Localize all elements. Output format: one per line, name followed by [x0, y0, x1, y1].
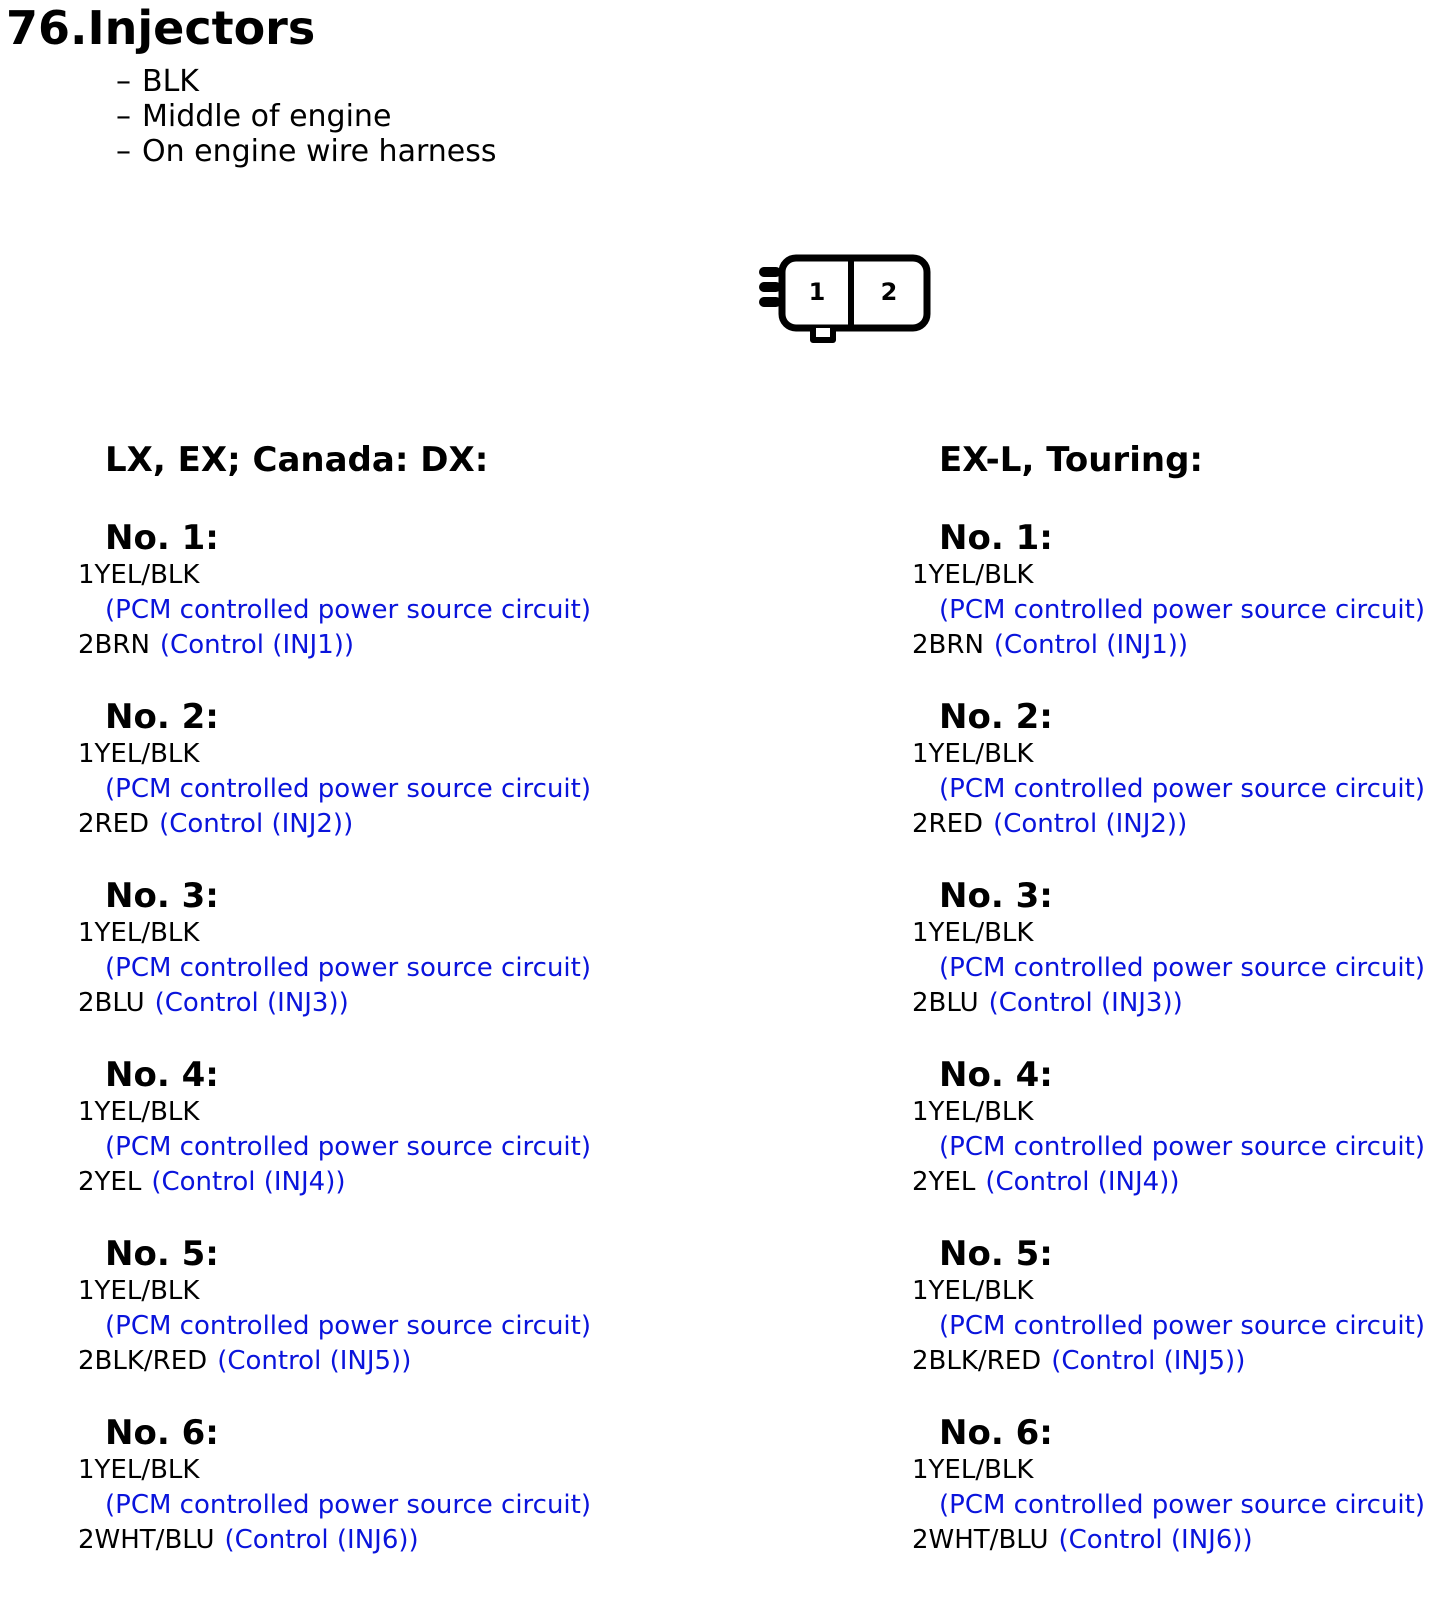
variant-column-lx-ex: [78, 440, 698, 1555]
injector-block: [912, 1234, 1442, 1379]
variant-heading: EX-L, Touring:: [939, 440, 1203, 480]
pin1-description-row: [78, 593, 698, 628]
pin2-wire: 2YEL: [912, 1167, 976, 1197]
pin2-description: (Control (INJ1)): [159, 630, 355, 660]
pin1-description: (PCM controlled power source circuit): [939, 953, 1425, 983]
connector-location-text: Middle of engine: [142, 99, 392, 134]
pin1-wire: 1YEL/BLK: [912, 1455, 1034, 1485]
connector-location-item: [116, 99, 497, 134]
injector-block: [78, 1413, 698, 1558]
pin1-description-row: [912, 593, 1442, 628]
dash-glyph: –: [116, 134, 131, 169]
dash-glyph: –: [116, 64, 131, 99]
injector-heading: No. 6:: [105, 1413, 219, 1453]
pin1-description: (PCM controlled power source circuit): [105, 1490, 591, 1520]
pin1-description-row: [78, 1488, 698, 1523]
injector-heading: No. 1:: [939, 518, 1053, 558]
pin1-description: (PCM controlled power source circuit): [105, 1132, 591, 1162]
pin1-wire: 1YEL/BLK: [912, 560, 1034, 590]
pin2-row: [912, 1523, 1442, 1558]
pin2-row: [78, 1165, 698, 1200]
connector-color-text: BLK: [142, 64, 199, 99]
pin1-wire: 1YEL/BLK: [78, 918, 200, 948]
pin2-wire: 2BLK/RED: [78, 1346, 208, 1376]
pin1-description-row: [912, 1309, 1442, 1344]
pin2-description: (Control (INJ2)): [159, 809, 354, 839]
pin2-wire: 2WHT/BLU: [912, 1525, 1049, 1555]
pin1-description: (PCM controlled power source circuit): [105, 1311, 591, 1341]
pin1-description-row: [912, 1488, 1442, 1523]
pin2-row: [912, 1165, 1442, 1200]
pin2-description: (Control (INJ6)): [1058, 1525, 1253, 1555]
pin1-description: (PCM controlled power source circuit): [105, 953, 591, 983]
pin2-description: (Control (INJ3)): [154, 988, 349, 1018]
connector-color-item: [116, 64, 497, 99]
pin1-description: (PCM controlled power source circuit): [939, 1311, 1425, 1341]
pin2-description: (Control (INJ4)): [985, 1167, 1180, 1197]
pin2-wire: 2RED: [912, 809, 984, 839]
pin1-description-row: [78, 951, 698, 986]
pin2-description: (Control (INJ4)): [151, 1167, 346, 1197]
injector-heading: No. 2:: [939, 697, 1053, 737]
injector-block: [78, 518, 698, 663]
pin2-description: (Control (INJ5)): [217, 1346, 412, 1376]
injector-block: [78, 1234, 698, 1379]
connector-harness-item: [116, 134, 497, 169]
injector-block: [912, 1413, 1442, 1558]
pin1-wire: 1YEL/BLK: [78, 1276, 200, 1306]
pin2-description: (Control (INJ1)): [993, 630, 1189, 660]
pin1-description: (PCM controlled power source circuit): [105, 595, 591, 625]
injector-heading: No. 4:: [939, 1055, 1053, 1095]
connector-pin-2-label: 2: [880, 278, 898, 306]
pin1-description-row: [78, 772, 698, 807]
pin1-wire: 1YEL/BLK: [78, 1097, 200, 1127]
pin1-description-row: [912, 1130, 1442, 1165]
injector-heading: No. 4:: [105, 1055, 219, 1095]
connector-body: [782, 258, 927, 328]
injector-block: [912, 697, 1442, 842]
pin1-description: (PCM controlled power source circuit): [939, 1132, 1425, 1162]
pin1-wire: 1YEL/BLK: [912, 918, 1034, 948]
injector-block: [912, 518, 1442, 663]
pin2-row: [78, 986, 698, 1021]
pin1-description-row: [912, 951, 1442, 986]
pin2-wire: 2RED: [78, 809, 150, 839]
connector-key: [813, 328, 833, 340]
connector-harness-text: On engine wire harness: [142, 134, 497, 169]
injector-heading: No. 5:: [939, 1234, 1053, 1274]
page-title: 76.Injectors: [6, 1, 316, 55]
connector-latch: [759, 267, 781, 307]
variant-heading: LX, EX; Canada: DX:: [105, 440, 489, 480]
pin1-description-row: [78, 1130, 698, 1165]
pin1-wire: 1YEL/BLK: [78, 739, 200, 769]
injector-heading: No. 2:: [105, 697, 219, 737]
pin1-description-row: [78, 1309, 698, 1344]
pin2-description: (Control (INJ2)): [993, 809, 1188, 839]
pin2-description: (Control (INJ5)): [1051, 1346, 1246, 1376]
injector-block: [78, 876, 698, 1021]
injector-block: [78, 1055, 698, 1200]
pin2-row: [78, 628, 698, 663]
pin2-row: [78, 1523, 698, 1558]
pin2-row: [912, 986, 1442, 1021]
pin2-wire: 2BLK/RED: [912, 1346, 1042, 1376]
connector-pin-1-label: 1: [808, 278, 826, 306]
injector-block: [912, 876, 1442, 1021]
pin1-description: (PCM controlled power source circuit): [939, 774, 1425, 804]
pin1-wire: 1YEL/BLK: [912, 739, 1034, 769]
pin2-wire: 2YEL: [78, 1167, 142, 1197]
pin1-description: (PCM controlled power source circuit): [939, 1490, 1425, 1520]
connector-info-list: [116, 64, 497, 169]
pin2-description: (Control (INJ6)): [224, 1525, 419, 1555]
injector-heading: No. 5:: [105, 1234, 219, 1274]
pin2-row: [912, 628, 1442, 663]
injector-block: [912, 1055, 1442, 1200]
pin2-description: (Control (INJ3)): [988, 988, 1183, 1018]
pin2-row: [912, 807, 1442, 842]
pin1-wire: 1YEL/BLK: [78, 1455, 200, 1485]
pin1-wire: 1YEL/BLK: [78, 560, 200, 590]
pin2-row: [912, 1344, 1442, 1379]
injector-heading: No. 1:: [105, 518, 219, 558]
injector-block: [78, 697, 698, 842]
variant-column-exl-touring: [912, 440, 1442, 1555]
pin2-wire: 2WHT/BLU: [78, 1525, 215, 1555]
pin1-description: (PCM controlled power source circuit): [105, 774, 591, 804]
pin1-description-row: [912, 772, 1442, 807]
pin1-description: (PCM controlled power source circuit): [939, 595, 1425, 625]
pin1-wire: 1YEL/BLK: [912, 1276, 1034, 1306]
pin2-row: [78, 807, 698, 842]
dash-glyph: –: [116, 99, 131, 134]
pin1-wire: 1YEL/BLK: [912, 1097, 1034, 1127]
injector-heading: No. 3:: [939, 876, 1053, 916]
connector-diagram: [755, 254, 933, 346]
pin2-wire: 2BRN: [912, 630, 984, 660]
injector-heading: No. 6:: [939, 1413, 1053, 1453]
pin2-wire: 2BLU: [78, 988, 145, 1018]
injector-heading: No. 3:: [105, 876, 219, 916]
pin2-row: [78, 1344, 698, 1379]
pin2-wire: 2BLU: [912, 988, 979, 1018]
pin2-wire: 2BRN: [78, 630, 150, 660]
